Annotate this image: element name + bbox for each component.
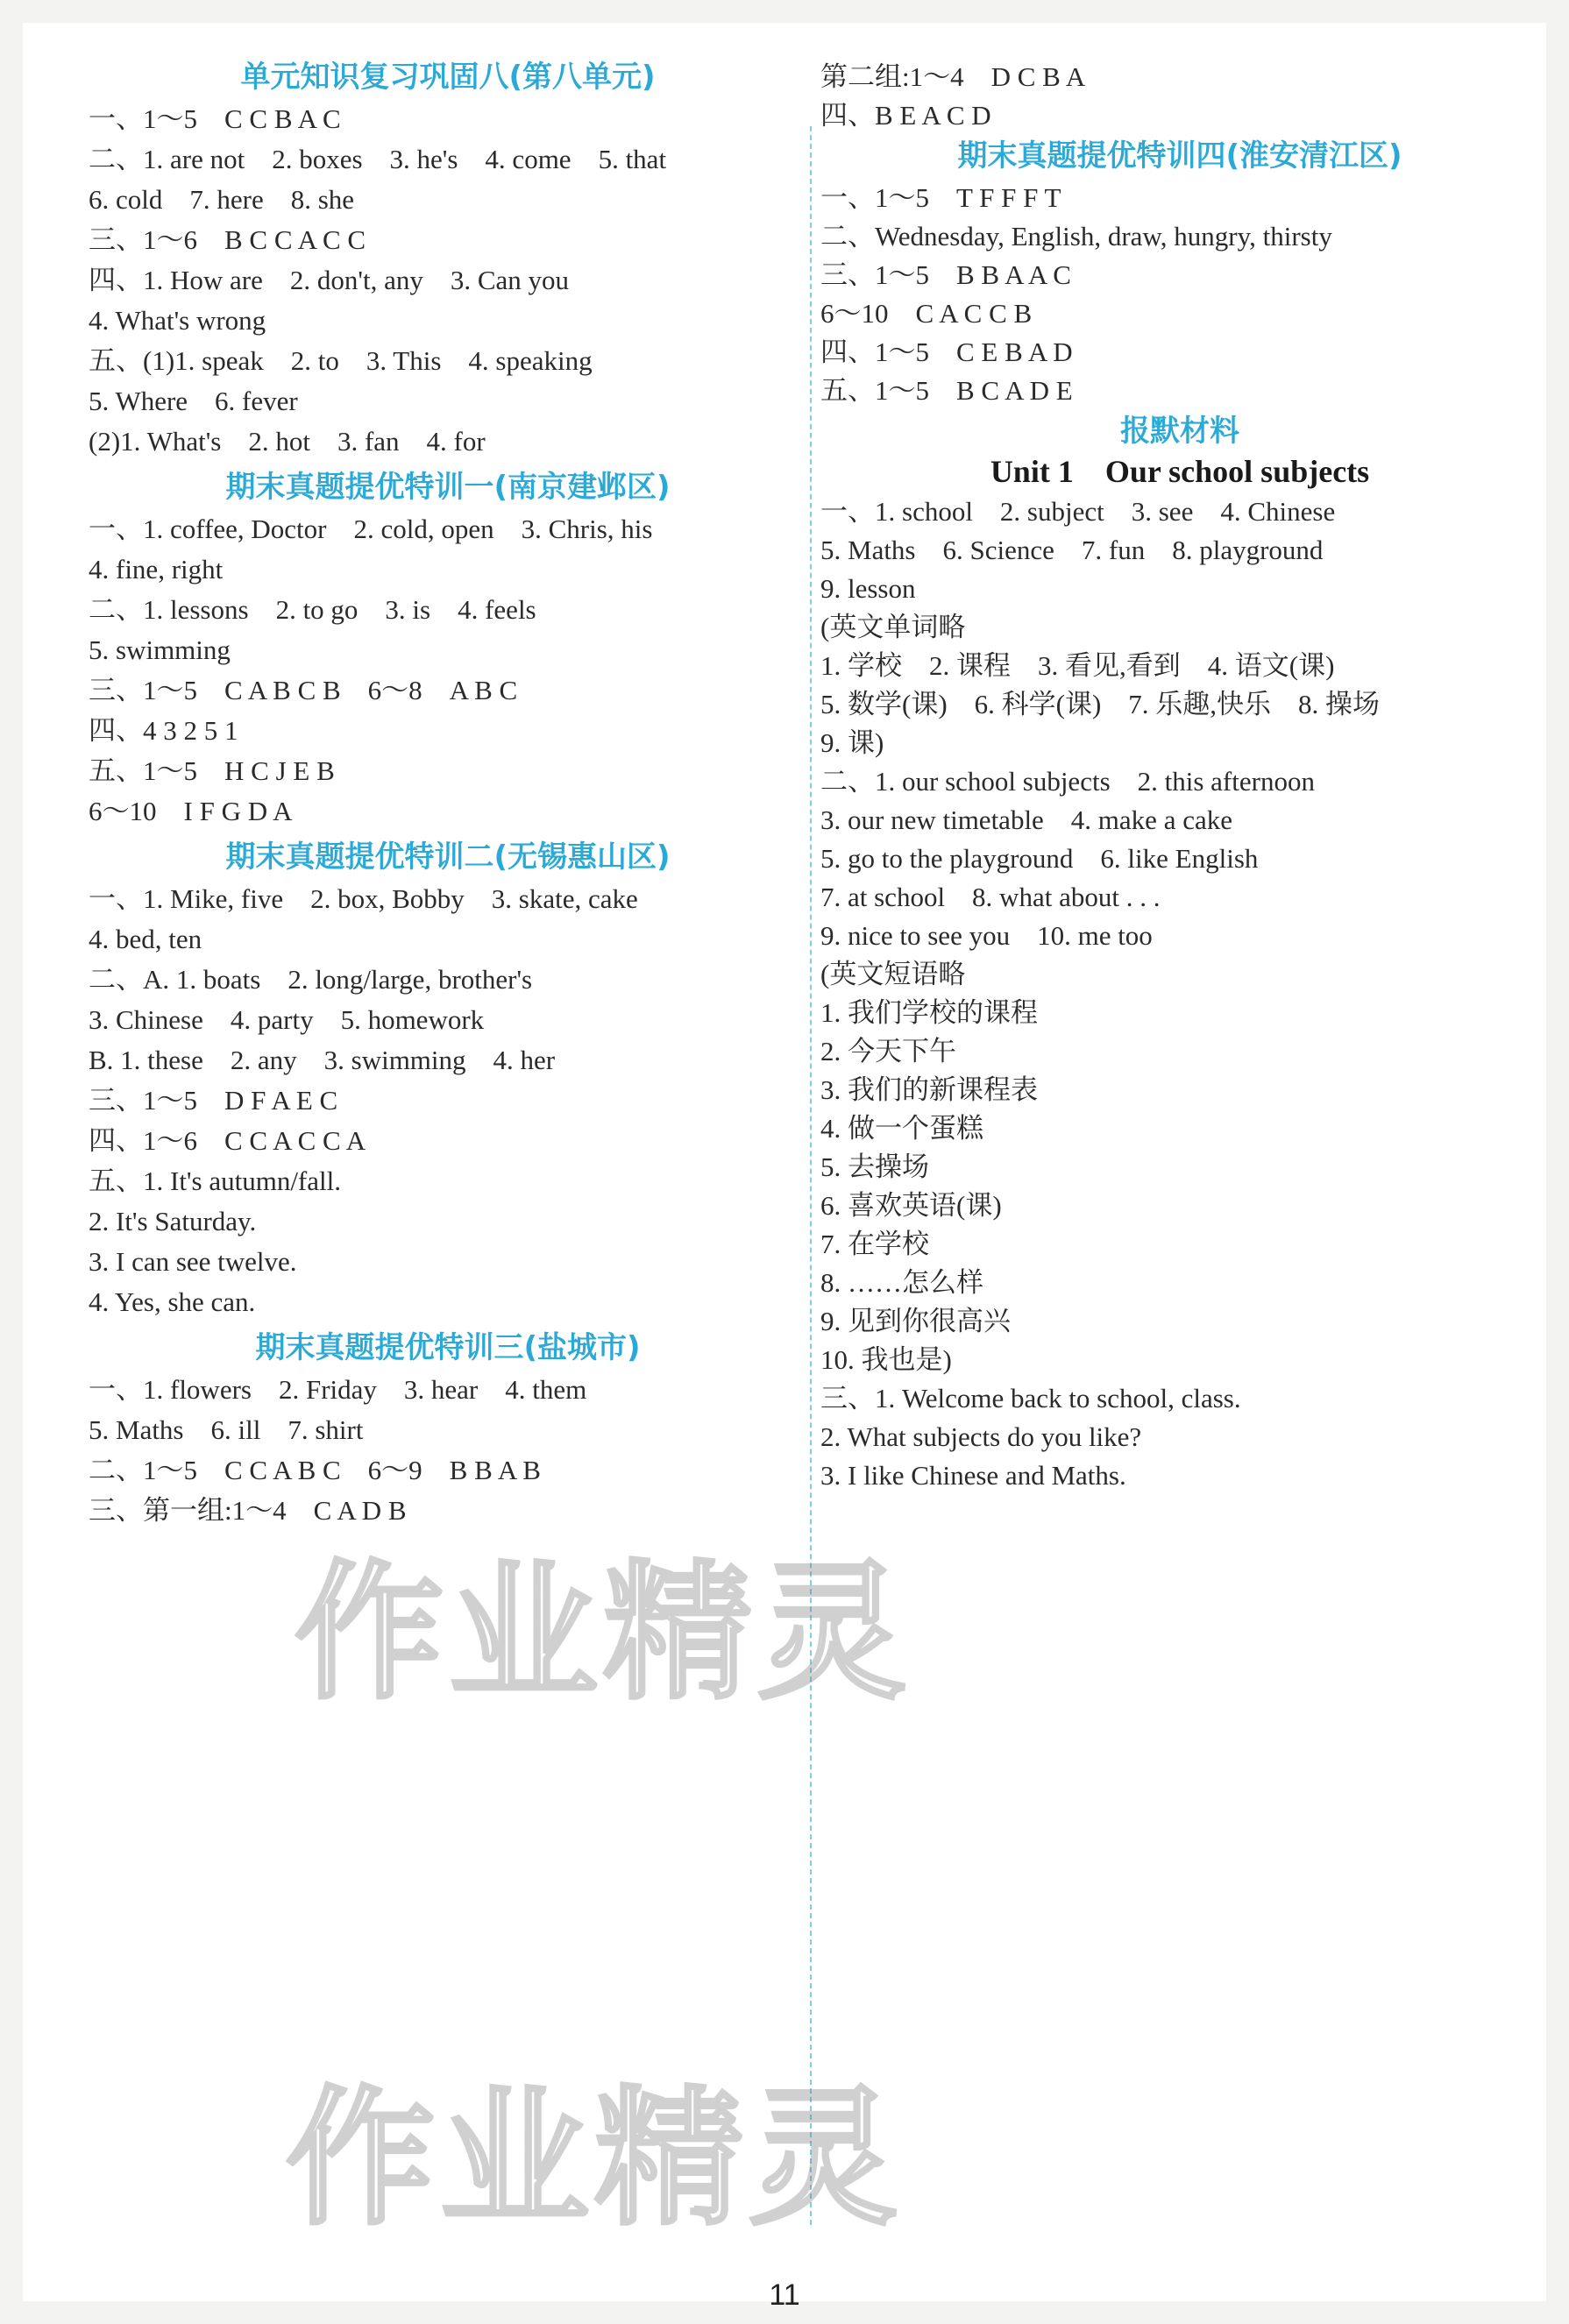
answer-page [23,23,1546,2301]
answer-line: (英文单词略 [820,612,966,642]
answer-line: 五、1～5 B C A D E [820,375,1073,406]
answer-line: 三、1. Welcome back to school, class. [820,1383,1241,1414]
page-number: 11 [769,2278,800,2312]
answer-line: 四、1～5 C E B A D [820,337,1073,367]
answer-line: 9. lesson [820,573,916,604]
answer-line: 一、1. flowers 2. Friday 3. hear 4. them [89,1374,587,1405]
answer-line: 4. fine, right [89,554,224,585]
answer-line: 9. 课) [820,727,884,758]
answer-line: 3. I can see twelve. [89,1246,297,1277]
answer-line: (英文短语略 [820,959,966,989]
answer-line: 三、1～5 D F A E C [89,1085,338,1116]
answer-line: 三、第一组:1～4 C A D B [89,1495,407,1526]
answer-line: 6～10 I F G D A [89,796,293,826]
unit-title: Unit 1 Our school subjects [990,454,1370,489]
answer-line: 3. Chinese 4. party 5. homework [89,1004,485,1035]
answer-line: 4. What's wrong [89,305,266,336]
section-title: 期末真题提优特训四(淮安清江区) [957,138,1402,174]
answer-line: 10. 我也是) [820,1344,952,1375]
answer-line: 7. 在学校 [820,1229,929,1259]
answer-line: 3. I like Chinese and Maths. [820,1460,1126,1491]
section-title: 报默材料 [1120,414,1239,449]
answer-line: 9. 见到你很高兴 [820,1306,1011,1336]
answer-line: 三、1～5 C A B C B 6～8 A B C [89,675,518,705]
answer-line: 二、Wednesday, English, draw, hungry, thirsty [820,221,1332,252]
answer-line: 一、1. Mike, five 2. box, Bobby 3. skate, cake [89,883,638,914]
answer-line: 四、B E A C D [820,100,991,131]
answer-line: 5. go to the playground 6. like English [820,843,1259,874]
answer-line: 5. Maths 6. Science 7. fun 8. playground [820,535,1324,565]
answer-line: 五、1. It's autumn/fall. [89,1166,341,1196]
section-title: 期末真题提优特训三(盐城市) [255,1330,641,1365]
watermark: 作业精灵 [286,2072,904,2246]
answer-line: 二、1. are not 2. boxes 3. he's 4. come 5. that [89,144,667,174]
answer-line: 二、1～5 C C A B C 6～9 B B A B [89,1455,541,1485]
column-divider [810,126,812,2225]
section-title: 期末真题提优特训二(无锡惠山区) [225,840,671,875]
answer-line: 五、(1)1. speak 2. to 3. This 4. speaking [89,345,593,376]
answer-line: 4. Yes, she can. [89,1286,256,1317]
answer-line: 五、1～5 H C J E B [89,755,335,786]
answer-line: 一、1. school 2. subject 3. see 4. Chinese [820,496,1336,527]
answer-line: 6～10 C A C C B [820,298,1033,329]
answer-line: 6. 喜欢英语(课) [820,1190,1002,1221]
answer-line: 4. bed, ten [89,924,202,954]
answer-line: 5. 数学(课) 6. 科学(课) 7. 乐趣,快乐 8. 操场 [820,689,1381,719]
answer-line: 2. 今天下午 [820,1036,956,1066]
answer-line: 二、1. lessons 2. to go 3. is 4. feels [89,594,536,625]
answer-line: (2)1. What's 2. hot 3. fan 4. for [89,426,486,457]
answer-line: 第二组:1～4 D C B A [820,61,1086,92]
section-title: 期末真题提优特训一(南京建邺区) [225,470,671,505]
answer-line: 一、1. coffee, Doctor 2. cold, open 3. Chris, his [89,514,653,544]
answer-line: 2. What subjects do you like? [820,1421,1142,1452]
answer-line: 9. nice to see you 10. me too [820,920,1153,951]
answer-line: 6. cold 7. here 8. she [89,184,355,215]
answer-line: 4. 做一个蛋糕 [820,1113,983,1144]
answer-line: 四、4 3 2 5 1 [89,715,238,746]
answer-line: 8. ……怎么样 [820,1267,983,1298]
answer-line: 2. It's Saturday. [89,1206,257,1236]
answer-line: 1. 学校 2. 课程 3. 看见,看到 4. 语文(课) [820,650,1335,681]
answer-line: B. 1. these 2. any 3. swimming 4. her [89,1045,556,1075]
answer-line: 1. 我们学校的课程 [820,997,1038,1028]
answer-line: 一、1～5 C C B A C [89,103,341,134]
answer-line: 5. swimming [89,634,231,665]
answer-line: 7. at school 8. what about . . . [820,882,1161,912]
watermark: 作业精灵 [295,1547,912,1720]
answer-line: 5. 去操场 [820,1151,929,1182]
answer-line: 三、1～5 B B A A C [820,259,1071,290]
section-title: 单元知识复习巩固八(第八单元) [240,60,656,95]
answer-line: 3. 我们的新课程表 [820,1074,1038,1105]
answer-line: 3. our new timetable 4. make a cake [820,804,1232,835]
answer-line: 一、1～5 T F F F T [820,182,1061,213]
answer-line: 二、A. 1. boats 2. long/large, brother's [89,964,533,995]
answer-line: 三、1～6 B C C A C C [89,224,366,255]
answer-line: 四、1～6 C C A C C A [89,1125,366,1156]
answer-line: 四、1. How are 2. don't, any 3. Can you [89,265,570,295]
answer-line: 二、1. our school subjects 2. this afternoon [820,766,1315,797]
answer-line: 5. Where 6. fever [89,386,298,416]
answer-line: 5. Maths 6. ill 7. shirt [89,1414,364,1445]
